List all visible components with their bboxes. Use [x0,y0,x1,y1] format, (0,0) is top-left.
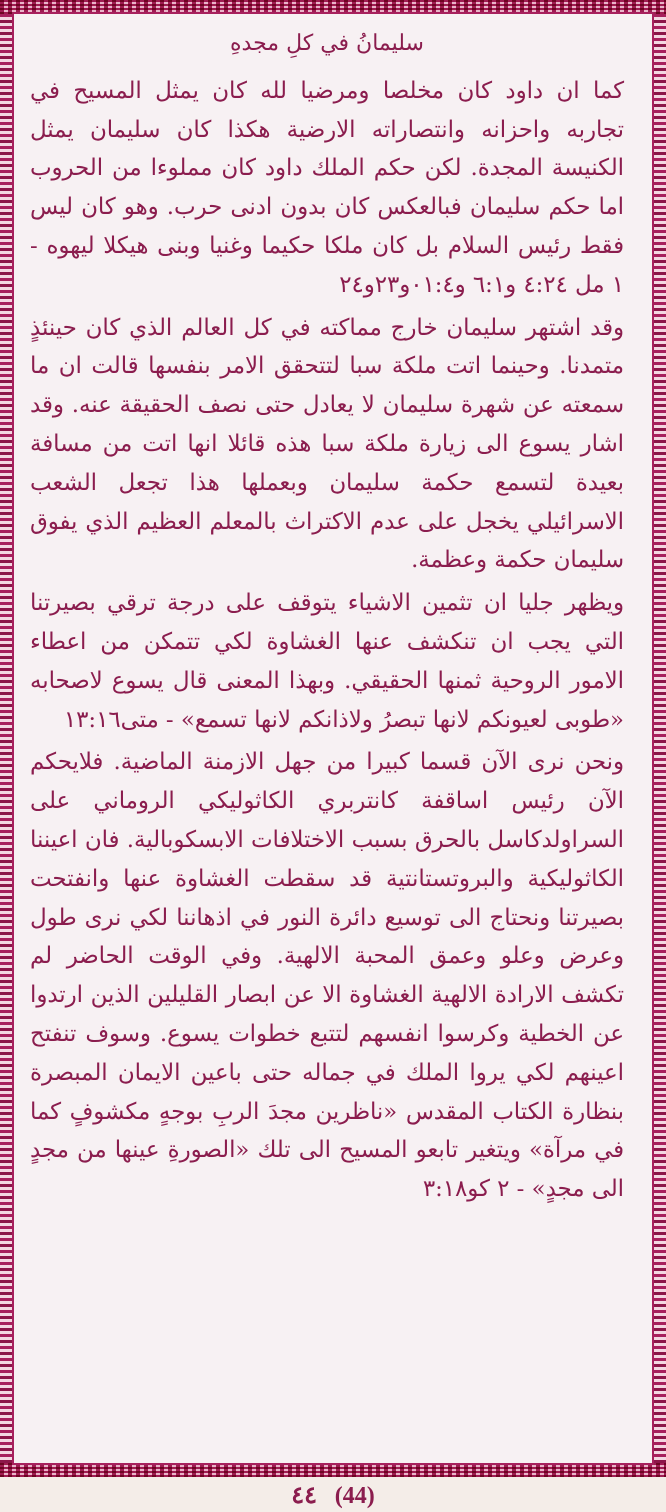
border-right [652,14,666,1463]
paragraph-2: وقد اشتهر سليمان خارج مماكته في كل العالم الذي كان حينئذٍ متمدنا. وحينما اتت ملكة سبا لتتحقق الامر بنفسها قالت ان ما سمعته عن شهرة سليمان لا يعادل حتى نصف الحقيقة عنه. وقد اشار يسوع الى زيارة ملكة سبا هذه قائلا انها اتت من مسافة بعيدة لتسمع حكمة سليمان وبعملها هذا تجعل الشعب الاسرائيلي يخجل على عدم الاكتراث بالمعلم العظيم الذي يفوق سليمان حكمة وعظمة. [30,314,625,574]
page-number-latin: (44) [334,1483,375,1509]
page-title: سليمانُ في كلِ مجدهِ [230,31,424,56]
paragraph-4: ونحن نرى الآن قسما كبيرا من جهل الازمنة الماضية. فلايحكم الآن رئيس اساقفة كانتربري الكاثوليكي الروماني على السراولدكاسل بالحرق بسبب الاختلافات الابسكوبالية. فان اعيننا الكاثوليكية والبروتستانتية قد سقطت الغشاوة عنها وانفتحت بصيرتنا ونحتاج الى توسيع دائرة النور في اذهاننا لكي نرى طول وعرض وعلو وعمق المحبة الالهية. وفي الوقت الحاضر لم تكشف الارادة الالهية الغشاوة الا عن ابصار القليلين الذين ارتدوا عن الخطية وكرسوا انفسهم لتتبع خطوات يسوع. وسوف تنفتح اعينهم لكي يروا الملك في جماله حتى باعين الايمان المبصرة بنظارة الكتاب المقدس «ناظرين مجدَ الربِ بوجهٍ مكشوفٍ كما في مرآة» ويتغير تابعو المسيح الى تلك «الصورةِ عينها من مجدٍ الى مجدٍ» - ٢ كو٣:١٨ [30,749,624,1203]
paragraph-1: كما ان داود كان مخلصا ومرضيا لله كان يمثل المسيح في تجاربه واحزانه وانتصاراته الارضية هكذا كان سليمان يمثل الكنيسة المجدة. لكن حكم الملك داود كان مملوءا من الحروب اما حكم سليمان فبالعكس كان بدون ادنى حرب. وهو كان ليس فقط رئيس السلام بل كان ملكا حكيما وغنيا وبنى هيكلا ليهوه - ١ مل ٤:٢٤ و٦:١ و٠١:٤و٢٣و٢٤ [30,77,624,298]
page-number [0,1480,666,1510]
paragraph-3: ويظهر جليا ان تثمين الاشياء يتوقف على درجة ترقي بصيرتنا التي يجب ان تنكشف عنها الغشاوة لكي تتمكن من اعطاء الامور الروحية ثمنها الحقيقي. وبهذا المعنى قال يسوع لاصحابه «طوبى لعيونكم لانها تبصرُ ولاذانكم لانها تسمع» - متى١٣:١٦ [30,590,624,733]
page-content [30,28,624,1438]
border-bottom [0,1463,666,1477]
border-left [0,14,14,1463]
page-number-arabic: ٤٤ [291,1480,318,1509]
border-top [0,0,666,14]
